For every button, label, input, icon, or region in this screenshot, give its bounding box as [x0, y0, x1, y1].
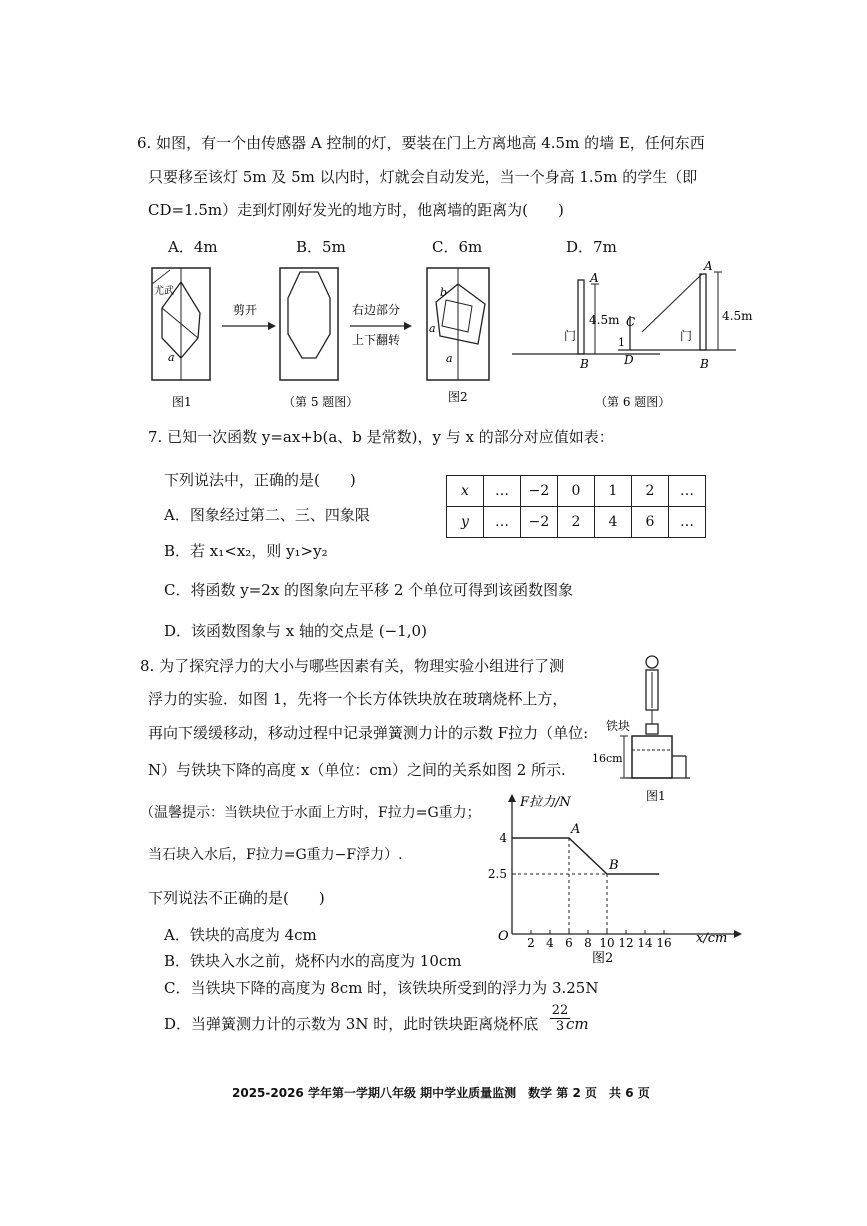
q8-fig1-caption: 图1 — [646, 789, 666, 803]
q6-diagram-left — [512, 271, 660, 371]
x-tick-label: 10 — [599, 936, 615, 950]
q8-option-c: C．当铁块下降的高度为 8cm 时，该铁块所受到的浮力为 3.25N — [164, 979, 599, 997]
page-footer: 2025-2026 学年第一学期八年级 期中学业质量监测 数学 第 2 页 共 6 页 — [232, 1086, 650, 1100]
q8-line3: 再向下缓缓移动，移动过程中记录弹簧测力计的示数 F拉力（单位: — [148, 724, 589, 742]
q6-option-c: C．6m — [432, 238, 483, 256]
fig2-caption: 图2 — [448, 390, 468, 404]
x-tick-label: 6 — [565, 936, 573, 950]
fig2-paper — [427, 268, 489, 380]
q6-option-b: B．5m — [296, 238, 346, 256]
q8-line4: N）与铁块下降的高度 x（单位：cm）之间的关系如图 2 所示. — [148, 761, 566, 779]
table-cell: y — [447, 507, 484, 538]
fig1-label-a: a — [168, 351, 175, 364]
table-cell: 1 — [595, 476, 632, 507]
q8-option-d: D．当弹簧测力计的示数为 3N 时，此时铁块距离烧杯底 — [164, 1015, 539, 1033]
q7-stem: 7. 已知一次函数 y=ax+b(a、b 是常数)，y 与 x 的部分对应值如表： — [148, 428, 614, 446]
q8-fig1-iron-label: 铁块 — [606, 719, 631, 733]
q8-hint1: （温馨提示：当铁块位于水面上方时，F拉力=G重力； — [140, 805, 481, 821]
table-cell: −2 — [521, 507, 558, 538]
q8-line1: 8. 为了探究浮力的大小与哪些因素有关，物理实验小组进行了测 — [140, 657, 565, 675]
q6-line2: 只要移至该灯 5m 及 5m 以内时，灯就会自动发光，当一个身高 1.5m 的学生（即 — [148, 168, 698, 186]
q8-fig1 — [590, 650, 700, 810]
q6-caption: （第 6 题图） — [595, 395, 671, 409]
q8-option-d-unit: cm — [566, 1015, 589, 1033]
q8-fig1-height-label: 16cm — [592, 752, 623, 765]
q7-value-table — [446, 475, 706, 538]
table-cell: x — [447, 476, 484, 507]
table-cell: 4 — [595, 507, 632, 538]
q6-right-label-1: 1 — [618, 336, 625, 349]
q7-option-a: A．图象经过第二、三、四象限 — [164, 506, 370, 524]
q6-left-label-b: B — [580, 357, 589, 371]
q6-line3: CD=1.5m）走到灯刚好发光的地方时，他离墙的距离为( ) — [148, 201, 564, 219]
fraction-denominator: 3 — [555, 1019, 565, 1034]
table-cell: … — [669, 476, 706, 507]
origin-label: O — [498, 929, 509, 944]
figures-row — [140, 258, 780, 416]
x-tick-label: 8 — [584, 936, 592, 950]
table-cell: … — [484, 476, 521, 507]
y-tick-label: 4 — [499, 831, 507, 845]
force-chart — [484, 790, 744, 970]
fig1-caption: 图1 — [172, 395, 192, 409]
q6-right-door: 门 — [680, 329, 693, 343]
table-cell: 2 — [632, 476, 669, 507]
q6-right-label-c: C — [626, 315, 636, 329]
q7-option-b: B．若 x₁<x₂，则 y₁>y₂ — [164, 542, 328, 560]
beaker — [632, 736, 672, 778]
table-row — [447, 507, 706, 538]
table-cell: 2 — [558, 507, 595, 538]
x-tick-label: 14 — [637, 936, 653, 950]
table-cell: 6 — [632, 507, 669, 538]
q6-left-door: 门 — [564, 329, 577, 343]
x-tick-label: 16 — [656, 936, 672, 950]
table-row — [447, 476, 706, 507]
y-tick-label: 2.5 — [487, 867, 507, 881]
arrow2-label-top: 右边部分 — [352, 303, 401, 317]
q6-option-d: D．7m — [566, 238, 617, 256]
q7-option-d: D．该函数图象与 x 轴的交点是 (−1,0) — [164, 622, 427, 640]
q8-option-a: A．铁块的高度为 4cm — [164, 926, 317, 944]
q7-option-c: C．将函数 y=2x 的图象向左平移 2 个单位可得到该函数图象 — [164, 581, 574, 599]
hook-icon — [646, 656, 658, 668]
q6-left-height: 4.5m — [589, 313, 620, 327]
table-cell: … — [669, 507, 706, 538]
q6-right-label-b: B — [700, 357, 709, 371]
table-cell: … — [484, 507, 521, 538]
arrow2-label-bottom: 上下翻转 — [352, 333, 401, 347]
fraction-numerator: 22 — [551, 1003, 569, 1018]
table-cell: −2 — [521, 476, 558, 507]
q7-prompt: 下列说法中，正确的是( ) — [164, 471, 356, 489]
q5-cut-piece — [280, 268, 338, 380]
q8-line2: 浮力的实验．如图 1，先将一个长方体铁块放在玻璃烧杯上方， — [148, 690, 568, 708]
x-tick-label: 4 — [546, 936, 554, 950]
table-cell: 0 — [558, 476, 595, 507]
chart-caption: 图2 — [592, 951, 614, 966]
fig1-mark: 尤武 — [154, 286, 174, 297]
fig1-paper — [152, 268, 210, 380]
q8-hint2: 当石块入水后，F拉力=G重力−F浮力）. — [148, 847, 403, 863]
x-tick-label: 12 — [618, 936, 634, 950]
q6-right-label-d: D — [624, 353, 634, 367]
series-line — [512, 838, 659, 874]
iron-block — [646, 724, 658, 734]
fig2-label-a1: a — [429, 322, 436, 335]
q6-right-label-a: A — [704, 259, 713, 273]
x-tick-label: 2 — [527, 936, 535, 950]
fig2-label-a2: a — [446, 352, 453, 365]
point-label: B — [609, 858, 619, 873]
q5-caption: （第 5 题图） — [283, 395, 359, 409]
y-axis-label: F拉力/N — [520, 795, 571, 810]
q8-option-b: B．铁块入水之前，烧杯内水的高度为 10cm — [164, 952, 462, 970]
x-axis-label: x/cm — [696, 931, 728, 946]
point-label: A — [571, 822, 581, 837]
q6-right-height: 4.5m — [722, 309, 753, 323]
fig2-label-b: b — [440, 286, 448, 299]
arrow1-label: 剪开 — [233, 303, 258, 317]
q6-option-a: A．4m — [168, 238, 218, 256]
q8-prompt: 下列说法不正确的是( ) — [148, 889, 325, 907]
q6-line1: 6. 如图，有一个由传感器 A 控制的灯，要装在门上方离地高 4.5m 的墙 E，任何东西 — [137, 134, 705, 152]
q6-left-label-a: A — [590, 271, 599, 285]
